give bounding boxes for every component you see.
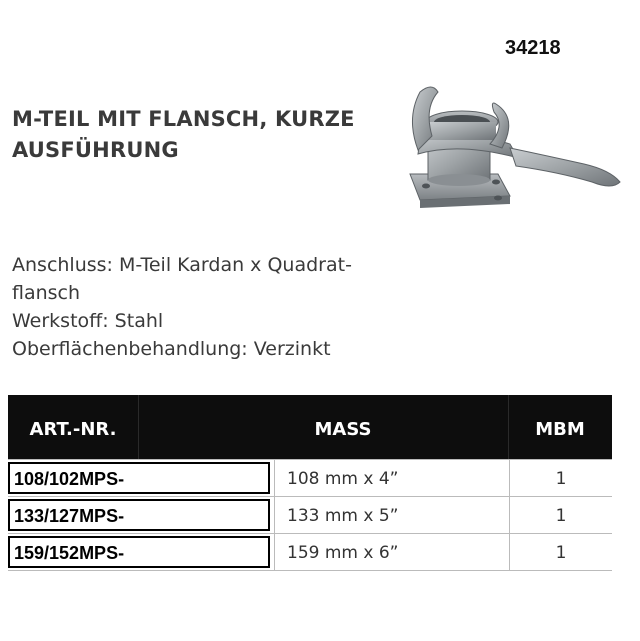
cell-mbm: 1 (555, 543, 567, 563)
table-row (8, 460, 612, 497)
catalog-number: 34218 (505, 37, 561, 59)
product-specifications (12, 251, 392, 363)
article-table (8, 395, 612, 571)
cell-art-nr: 133/127MPS- (8, 499, 270, 531)
cell-art-nr: 159/152MPS- (8, 536, 270, 568)
cell-mass: 108 mm x 4” (274, 460, 510, 496)
table-row (8, 497, 612, 534)
product-title-line-1: M-TEIL MIT FLANSCH, KURZE (12, 107, 355, 131)
product-title (12, 104, 392, 166)
spec-material: Werkstoff: Stahl (12, 310, 164, 332)
kardan-coupling-with-square-flange-image (398, 78, 626, 218)
spec-connection-continued: flansch (12, 282, 81, 304)
table-header (8, 395, 612, 459)
table-row (8, 534, 612, 571)
cell-mass: 159 mm x 6” (274, 534, 510, 570)
cell-mbm: 1 (555, 506, 567, 526)
column-header-mass: MASS (314, 419, 372, 440)
column-header-mbm: MBM (535, 419, 585, 440)
spec-surface-treatment: Oberflächenbehandlung: Verzinkt (12, 338, 331, 360)
spec-connection: Anschluss: M-Teil Kardan x Quadrat- (12, 254, 352, 276)
column-header-art-nr: ART.-NR. (29, 419, 117, 440)
product-title-line-2: AUSFÜHRUNG (12, 138, 179, 162)
cell-art-nr: 108/102MPS- (8, 462, 270, 494)
cell-mass: 133 mm x 5” (274, 497, 510, 533)
cell-mbm: 1 (555, 469, 567, 489)
